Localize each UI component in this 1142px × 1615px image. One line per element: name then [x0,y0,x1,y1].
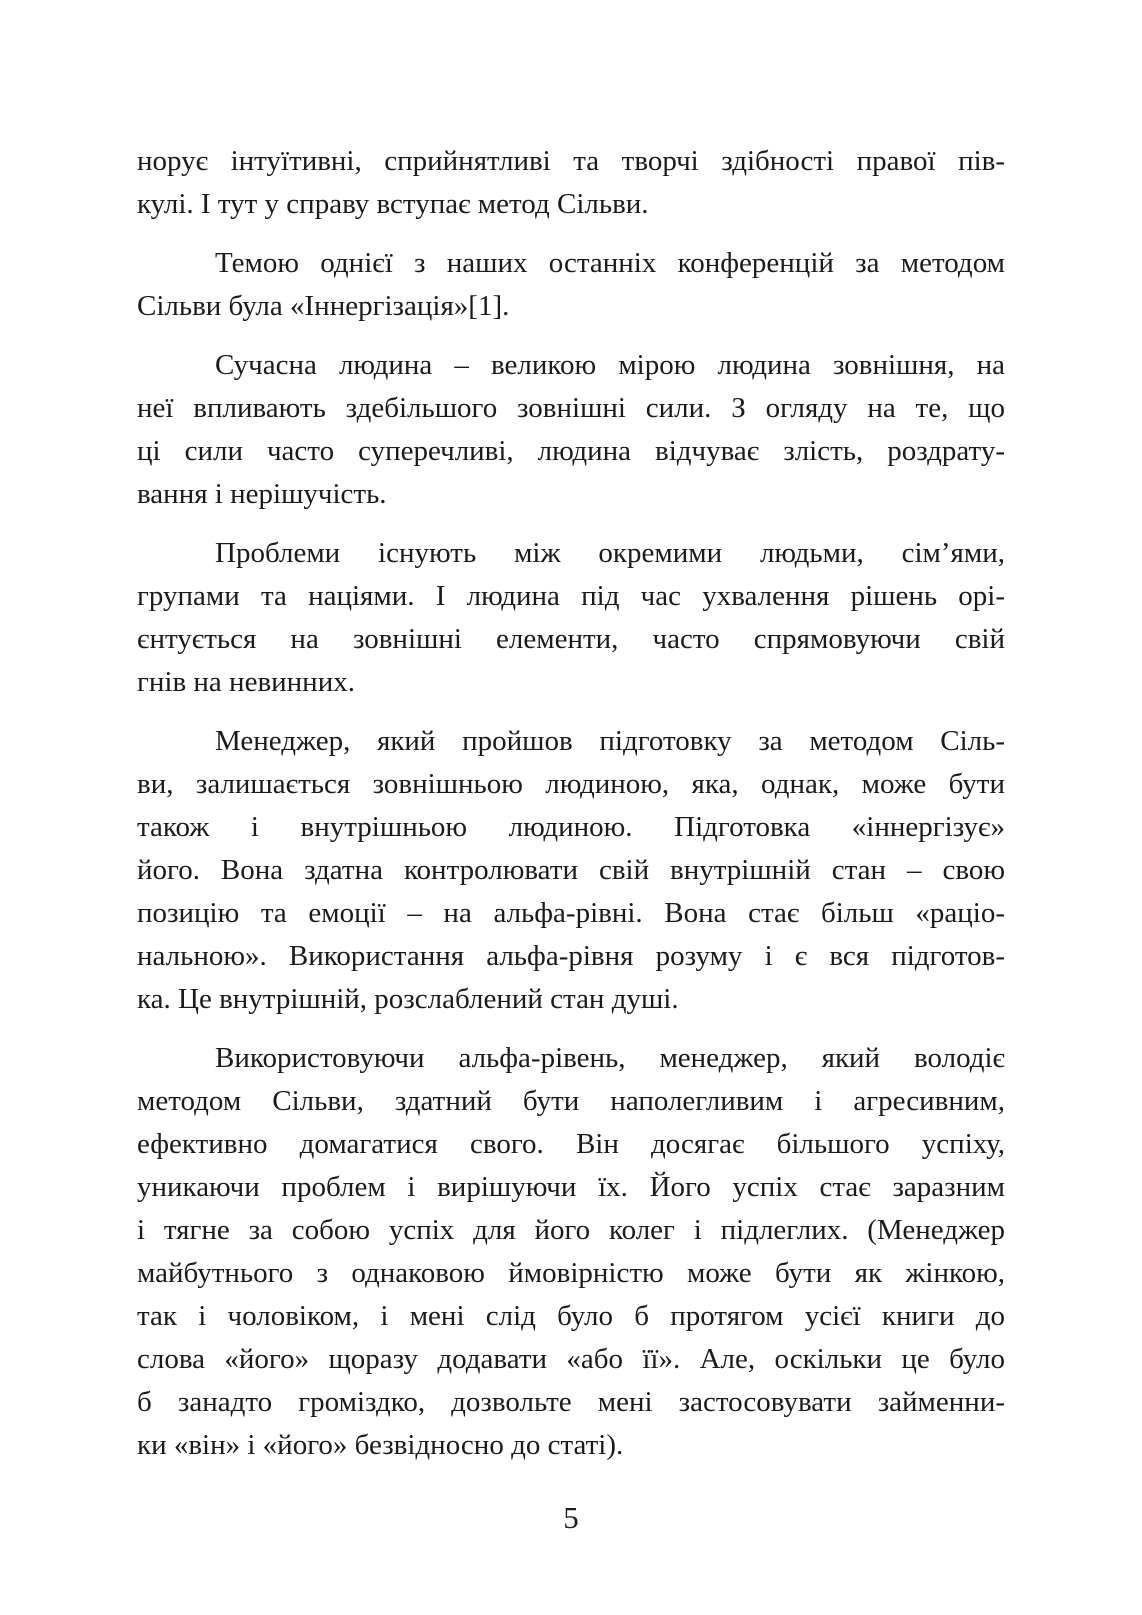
text-line: ка. Це внутрішній, розслаблений стан душі. [137,983,679,1015]
text-line: Темою однієї з наших останніх конференцій за методом [215,247,1005,279]
text-line: групами та націями. І людина під час ухвалення рішень орі- [137,580,1005,612]
text-line: і тягне за собою успіх для його колег і підлеглих. (Менеджер [137,1214,1005,1246]
paragraph [137,242,1005,328]
text-line: Проблеми існують між окремими людьми, сім’ями, [215,537,1005,569]
text-line: кулі. І тут у справу вступає метод Сільви. [137,188,649,220]
page-number: 5 [563,1500,579,1535]
text-line: методом Сільви, здатний бути наполегливим і агресивним, [137,1085,1005,1117]
text-line: також і внутрішньою людиною. Підготовка «іннергізує» [137,811,1005,843]
text-line: ки «він» і «його» безвідносно до статі). [137,1429,624,1461]
text-line: так і чоловіком, і мені слід було б протягом усієї книги до [137,1300,1005,1332]
text-line: уникаючи проблем і вирішуючи їх. Його успіх стає заразним [137,1171,1005,1203]
paragraph [137,140,1005,226]
text-line: норує інтуїтивні, сприйнятливі та творчі здібності правої пів- [137,145,1005,177]
text-line: вання і нерішучість. [137,478,387,510]
text-line: нальною». Використання альфа-рівня розуму і є вся підготов- [137,940,1005,972]
paragraph [137,344,1005,516]
text-line: позицію та емоції – на альфа-рівні. Вона стає більш «раціо- [137,897,1005,929]
text-line: його. Вона здатна контролювати свій внутрішній стан – свою [137,854,1005,886]
text-line: майбутнього з однаковою ймовірністю може бути як жінкою, [137,1257,1005,1289]
text-line: ви, залишається зовнішньою людиною, яка, однак, може бути [137,768,1005,800]
text-line: б занадто громіздко, дозвольте мені застосовувати займенни- [137,1386,1005,1418]
text-line: ці сили часто суперечливі, людина відчуває злість, роздрату- [137,435,1005,467]
text-line: слова «його» щоразу додавати «або її». Але, оскільки це було [137,1343,1005,1375]
text-line: Сільви була «Іннергізація»[1]. [137,290,510,322]
text-line: єнтується на зовнішні елементи, часто спрямовуючи свій [137,623,1005,655]
text-line: Використовуючи альфа-рівень, менеджер, який володіє [215,1042,1005,1074]
text-line: Сучасна людина – великою мірою людина зовнішня, на [215,349,1005,381]
text-line: ефективно домагатися свого. Він досягає більшого успіху, [137,1128,1005,1160]
paragraph [137,720,1005,1021]
paragraph [137,532,1005,704]
text-block [137,140,1005,1467]
text-line: Менеджер, який пройшов підготовку за методом Сіль- [215,725,1005,757]
text-line: неї впливають здебільшого зовнішні сили. З огляду на те, що [137,392,1005,424]
text-line: гнів на невинних. [137,666,355,698]
paragraph [137,1037,1005,1467]
